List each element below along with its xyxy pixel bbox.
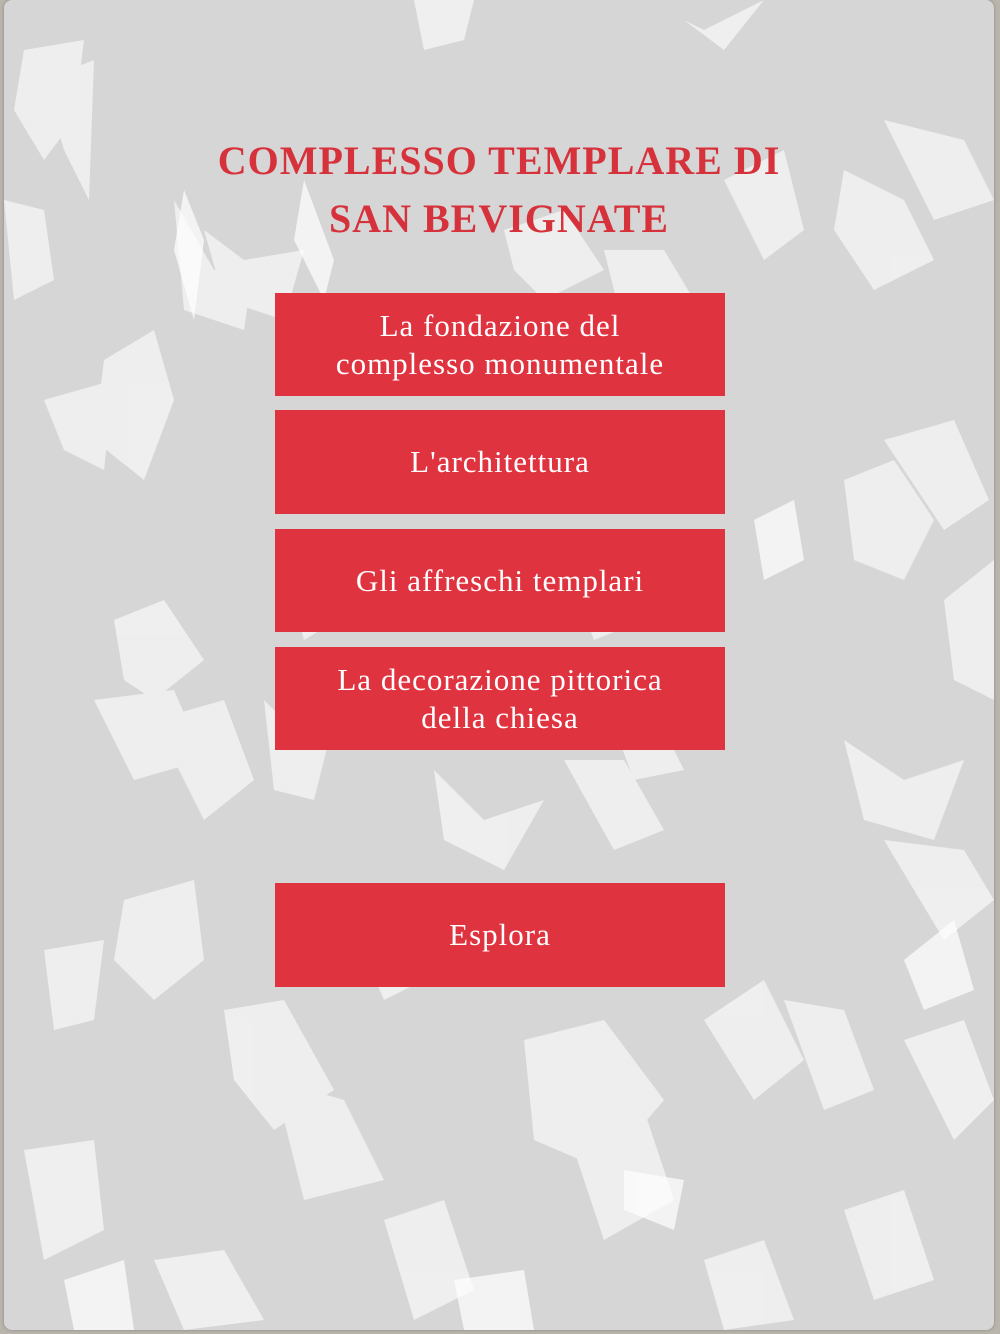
explore-button-label: Esplora xyxy=(449,917,551,952)
menu-button-decorazione[interactable] xyxy=(275,647,725,750)
menu-button-label-line-2: complesso monumentale xyxy=(335,345,665,381)
menu-button-label: Gli affreschi templari xyxy=(355,562,645,598)
page-title xyxy=(4,132,994,248)
menu-button-label-line-1: La decorazione pittorica xyxy=(337,661,663,697)
menu-button-label: L'architettura xyxy=(410,444,590,479)
menu-button-fondazione[interactable] xyxy=(275,293,725,396)
menu-button-architettura[interactable] xyxy=(275,410,725,514)
menu-button-label-line-1: La fondazione del xyxy=(379,307,621,343)
page-title-line-2: SAN BEVIGNATE xyxy=(328,196,670,241)
menu-button-affreschi[interactable] xyxy=(275,529,725,632)
main-panel xyxy=(4,0,994,1330)
menu-button-label-line-2: della chiesa xyxy=(421,699,579,735)
page-title-line-1: COMPLESSO TEMPLARE DI xyxy=(217,138,781,183)
explore-button[interactable] xyxy=(275,883,725,987)
